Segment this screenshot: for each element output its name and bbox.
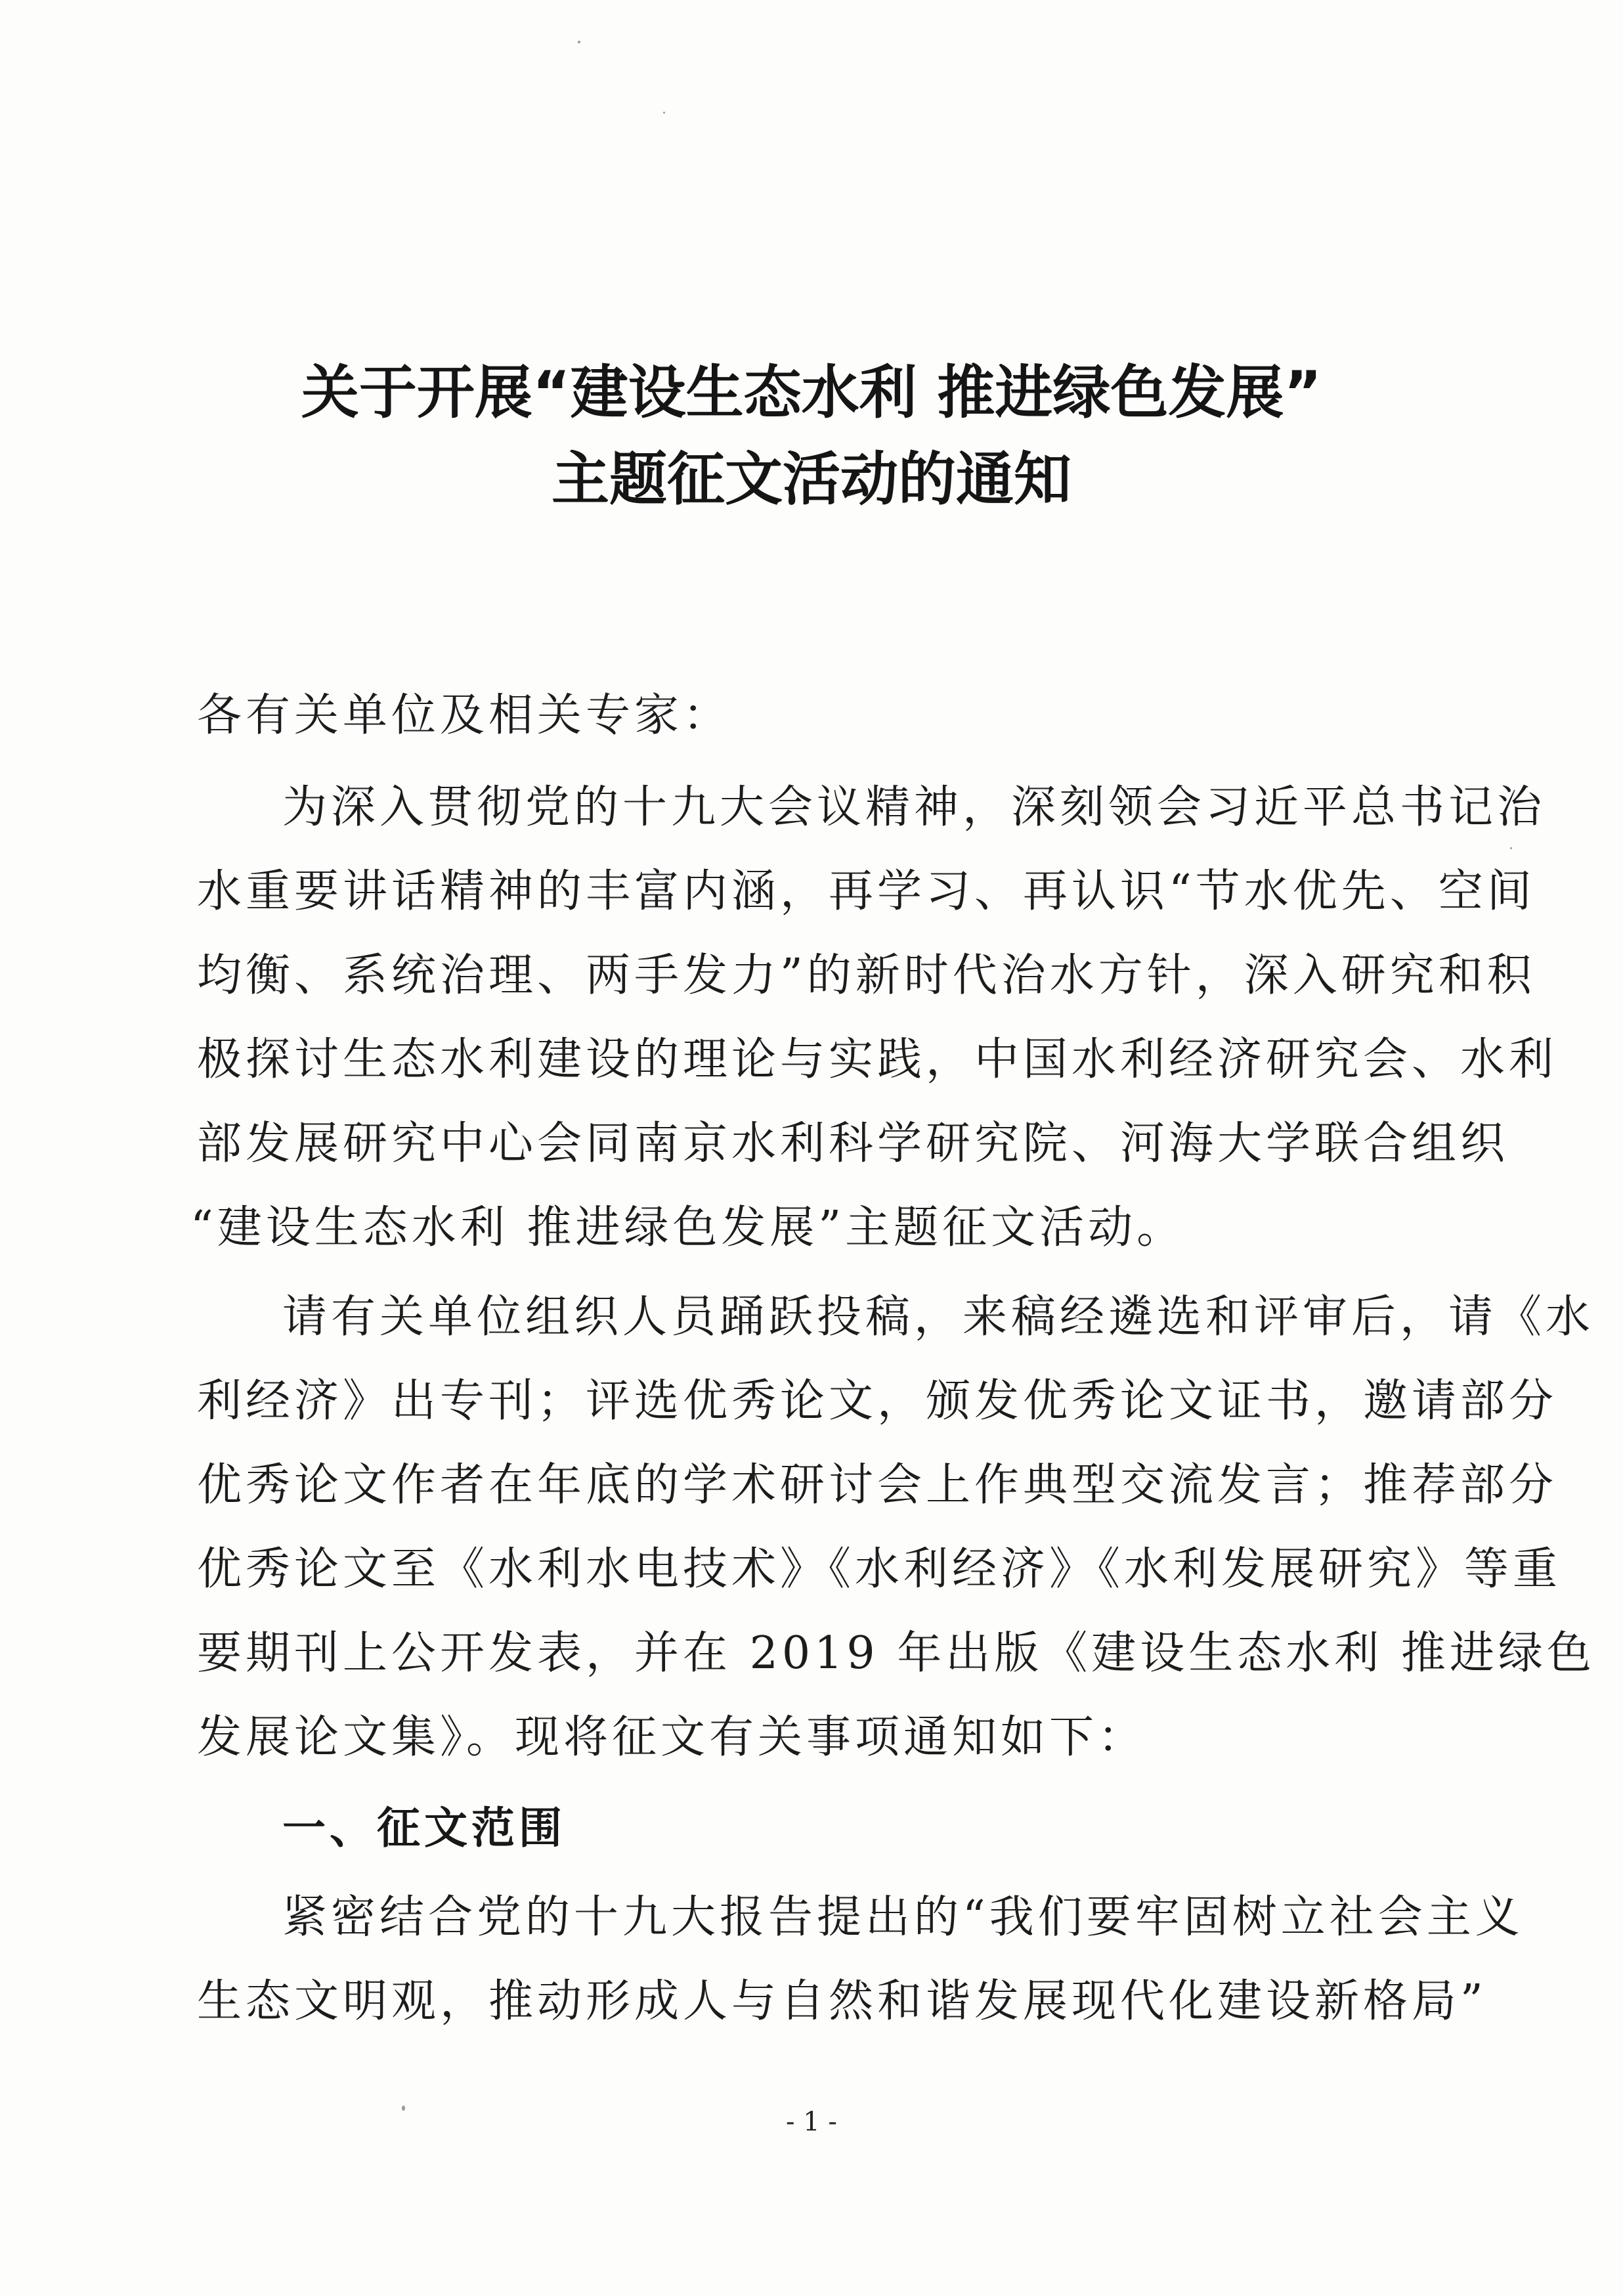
paragraph-2-line-4: 优秀论文至《水利水电技术》《水利经济》《水利发展研究》等重: [197, 1543, 1562, 1595]
paragraph-1-line-3: 均衡、系统治理、两手发力”的新时代治水方针，深入研究和积: [197, 950, 1536, 1002]
section-1-heading: 一、征文范围: [282, 1803, 566, 1853]
paragraph-1-line-5: 部发展研究中心会同南京水利科学研究院、河海大学联合组织: [197, 1118, 1509, 1170]
scan-speck: [1510, 847, 1512, 849]
paragraph-1-line-2: 水重要讲话精神的丰富内涵，再学习、再认识“节水优先、空间: [197, 866, 1536, 917]
document-title-line-2: 主题征文活动的通知: [551, 445, 1071, 513]
paragraph-3-line-2: 生态文明观，推动形成人与自然和谐发展现代化建设新格局”: [197, 1976, 1487, 2027]
paragraph-1-line-6: “建设生态水利 推进绿色发展”主题征文活动。: [190, 1202, 1186, 1254]
scan-speck: [663, 112, 665, 114]
scan-speck: [402, 2106, 405, 2111]
paragraph-2-line-1: 请有关单位组织人员踊跃投稿，来稿经遴选和评审后，请《水: [282, 1291, 1595, 1343]
salutation: 各有关单位及相关专家：: [197, 690, 732, 741]
scan-speck: [578, 41, 580, 43]
paragraph-2-line-6: 发展论文集》。现将征文有关事项通知如下：: [197, 1711, 1147, 1763]
paragraph-2-line-5: 要期刊上公开发表，并在 2019 年出版《建设生态水利 推进绿色: [197, 1627, 1595, 1679]
paragraph-2-line-3: 优秀论文作者在年底的学术研讨会上作典型交流发言；推荐部分: [197, 1459, 1558, 1511]
paragraph-2-line-2: 利经济》出专刊；评选优秀论文，颁发优秀论文证书，邀请部分: [197, 1375, 1558, 1427]
paragraph-1-line-4: 极探讨生态水利建设的理论与实践，中国水利经济研究会、水利: [197, 1034, 1558, 1086]
document-title-line-1: 关于开展“建设生态水利 推进绿色发展”: [301, 359, 1322, 426]
paragraph-1-line-1: 为深入贯彻党的十九大会议精神，深刻领会习近平总书记治: [282, 782, 1546, 833]
paragraph-3-line-1: 紧密结合党的十九大报告提出的“我们要牢固树立社会主义: [282, 1891, 1524, 1943]
page-number: - 1 -: [786, 2107, 837, 2137]
